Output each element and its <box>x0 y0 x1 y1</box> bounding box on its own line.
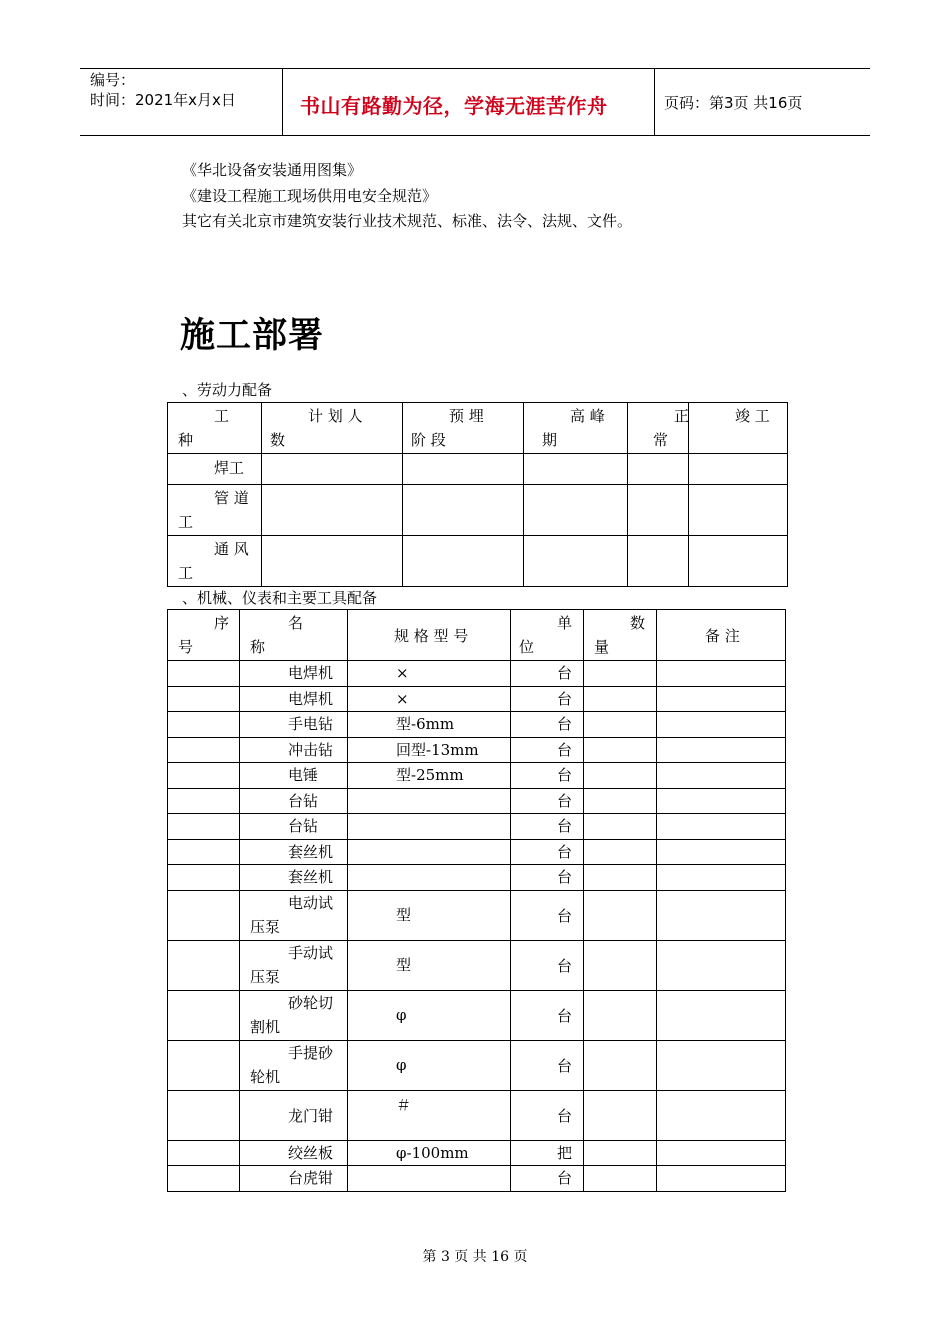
quantity-cell <box>584 814 657 840</box>
header-cell <box>584 610 657 661</box>
spec-cell <box>348 890 511 940</box>
equipment-name: 套丝机 <box>288 868 334 886</box>
header-cell <box>262 403 403 454</box>
equipment-spec: ＃ <box>396 1095 412 1114</box>
name-cell <box>240 890 348 940</box>
name-cell <box>240 1090 348 1140</box>
equipment-spec: φ-100mm <box>396 1143 469 1162</box>
table-row <box>168 990 786 1040</box>
table-row <box>168 940 786 990</box>
reference-line: 《华北设备安装通用图集》 <box>182 161 363 179</box>
index-cell <box>168 788 240 814</box>
unit-cell <box>511 686 584 712</box>
page-footer: 第 3 页 共 16 页 <box>422 1249 528 1265</box>
labor-type-cell <box>168 454 262 485</box>
index-cell <box>168 814 240 840</box>
header-cell <box>348 610 511 661</box>
equipment-name: 手电钻 <box>288 715 334 733</box>
table-row <box>168 865 786 891</box>
header-text: 数 <box>270 431 286 449</box>
equipment-unit: 台 <box>557 817 573 835</box>
spec-cell <box>348 1090 511 1140</box>
unit-cell <box>511 990 584 1040</box>
header-cell <box>524 403 628 454</box>
name-cell <box>240 990 348 1040</box>
table-row <box>168 890 786 940</box>
index-cell <box>168 890 240 940</box>
header-text: 称 <box>250 638 266 656</box>
index-cell <box>168 990 240 1040</box>
quantity-cell <box>584 865 657 891</box>
unit-cell <box>511 1090 584 1140</box>
index-cell <box>168 737 240 763</box>
equipment-unit: 台 <box>557 715 573 733</box>
header-text: 名 <box>288 614 304 632</box>
header-text: 位 <box>519 638 535 656</box>
spec-cell <box>348 661 511 687</box>
remark-cell <box>657 940 786 990</box>
name-cell <box>240 737 348 763</box>
remark-cell <box>657 814 786 840</box>
equipment-name: 冲击钻 <box>288 740 334 759</box>
equipment-spec: 型 <box>396 905 412 924</box>
header-cell <box>403 403 524 454</box>
equipment-name: 电动试 <box>288 893 334 912</box>
empty-cell <box>262 485 403 536</box>
index-cell <box>168 940 240 990</box>
equipment-spec: φ <box>396 1005 407 1024</box>
empty-cell <box>689 536 788 587</box>
header-text: 阶 段 <box>411 431 446 449</box>
header-text: 种 <box>178 431 194 449</box>
equipment-spec: × <box>396 664 409 682</box>
unit-cell <box>511 737 584 763</box>
equipment-unit: 台 <box>557 1106 573 1125</box>
quantity-cell <box>584 890 657 940</box>
table-row <box>168 686 786 712</box>
remark-cell <box>657 1166 786 1192</box>
quantity-cell <box>584 737 657 763</box>
labor-type-text: 通 风 <box>214 540 249 558</box>
table-row <box>168 485 788 536</box>
name-cell <box>240 763 348 789</box>
header-cell <box>628 403 689 454</box>
spec-cell <box>348 788 511 814</box>
remark-cell <box>657 686 786 712</box>
spec-cell <box>348 814 511 840</box>
empty-cell <box>689 454 788 485</box>
equipment-unit: 台 <box>557 868 573 886</box>
spec-cell <box>348 1166 511 1192</box>
equipment-name: 龙门钳 <box>288 1106 334 1125</box>
equipment-unit: 台 <box>557 956 573 975</box>
equipment-unit: 台 <box>557 1169 573 1187</box>
equipment-name: 手提砂 <box>288 1043 334 1062</box>
name-cell <box>240 712 348 738</box>
remark-cell <box>657 1040 786 1090</box>
quantity-cell <box>584 990 657 1040</box>
equipment-name: 手动试 <box>288 943 334 962</box>
empty-cell <box>403 485 524 536</box>
spec-cell <box>348 1140 511 1166</box>
page-indicator: 页码：第3页 共16页 <box>664 94 803 112</box>
spec-cell <box>348 990 511 1040</box>
empty-cell <box>262 536 403 587</box>
quantity-cell <box>584 712 657 738</box>
unit-cell <box>511 839 584 865</box>
equipment-unit: 台 <box>557 740 573 759</box>
empty-cell <box>524 454 628 485</box>
equipment-name: 轮机 <box>250 1067 281 1086</box>
spec-cell <box>348 865 511 891</box>
table-row <box>168 1140 786 1166</box>
header-text: 竣 工 <box>735 407 770 425</box>
header-text: 预 埋 <box>449 407 484 425</box>
name-cell <box>240 1140 348 1166</box>
labor-type-cell <box>168 536 262 587</box>
equipment-unit: 台 <box>557 766 573 784</box>
reference-line: 《建设工程施工现场供用电安全规范》 <box>182 187 438 205</box>
table-row <box>168 814 786 840</box>
header-text: 数 <box>630 614 646 632</box>
quantity-cell <box>584 1140 657 1166</box>
spec-cell <box>348 1040 511 1090</box>
quantity-cell <box>584 763 657 789</box>
equipment-unit: 台 <box>557 664 573 682</box>
remark-cell <box>657 763 786 789</box>
name-cell <box>240 814 348 840</box>
remark-cell <box>657 661 786 687</box>
name-cell <box>240 686 348 712</box>
unit-cell <box>511 763 584 789</box>
name-cell <box>240 661 348 687</box>
equipment-unit: 台 <box>557 1056 573 1075</box>
quantity-cell <box>584 686 657 712</box>
table-row <box>168 454 788 485</box>
remark-cell <box>657 788 786 814</box>
equipment-name: 压泵 <box>250 967 281 986</box>
equipment-spec: 型-6mm <box>396 715 455 733</box>
equipment-unit: 台 <box>557 906 573 925</box>
table-row <box>168 788 786 814</box>
index-cell <box>168 686 240 712</box>
equipment-name: 套丝机 <box>288 842 334 861</box>
equipment-spec: 型-25mm <box>396 766 464 784</box>
header-text: 单 <box>557 614 573 632</box>
equipment-unit: 台 <box>557 791 573 810</box>
quantity-cell <box>584 839 657 865</box>
doc-time-label: 时间：2021年x月x日 <box>90 91 236 109</box>
doc-number-label: 编号： <box>90 71 136 89</box>
remark-cell <box>657 890 786 940</box>
header-text: 序 <box>214 614 230 632</box>
index-cell <box>168 865 240 891</box>
header-text: 计 划 人 <box>308 407 363 425</box>
table-row <box>168 1040 786 1090</box>
unit-cell <box>511 814 584 840</box>
spec-cell <box>348 686 511 712</box>
labor-type-text: 管 道 <box>214 489 249 507</box>
header-text: 常 <box>653 431 669 449</box>
unit-cell <box>511 788 584 814</box>
remark-cell <box>657 712 786 738</box>
remark-cell <box>657 839 786 865</box>
empty-cell <box>628 485 689 536</box>
labor-type-text: 工 <box>178 564 194 582</box>
equipment-name: 电焊机 <box>288 689 334 708</box>
index-cell <box>168 661 240 687</box>
reference-line: 其它有关北京市建筑安装行业技术规范、标准、法令、法规、文件。 <box>182 212 633 230</box>
index-cell <box>168 1040 240 1090</box>
equipment-name: 台钻 <box>288 817 319 835</box>
equipment-spec: × <box>396 689 409 708</box>
labor-type-cell <box>168 485 262 536</box>
name-cell <box>240 788 348 814</box>
equipment-caption: 、机械、仪表和主要工具配备 <box>182 589 378 607</box>
header-cell <box>689 403 788 454</box>
header-text: 备 注 <box>705 627 740 645</box>
index-cell <box>168 712 240 738</box>
table-row <box>168 661 786 687</box>
empty-cell <box>403 536 524 587</box>
spec-cell <box>348 940 511 990</box>
header-text: 规 格 型 号 <box>394 627 469 645</box>
table-row <box>168 763 786 789</box>
remark-cell <box>657 1090 786 1140</box>
empty-cell <box>262 454 403 485</box>
table-row <box>168 737 786 763</box>
unit-cell <box>511 1040 584 1090</box>
unit-cell <box>511 890 584 940</box>
equipment-spec: φ <box>396 1055 407 1074</box>
index-cell <box>168 1090 240 1140</box>
unit-cell <box>511 865 584 891</box>
remark-cell <box>657 865 786 891</box>
labor-caption: 、劳动力配备 <box>182 381 273 399</box>
quantity-cell <box>584 1090 657 1140</box>
unit-cell <box>511 1166 584 1192</box>
table-row <box>168 1090 786 1140</box>
index-cell <box>168 1166 240 1192</box>
remark-cell <box>657 737 786 763</box>
header-motto: 书山有路勤为径，学海无涯苦作舟 <box>300 94 608 118</box>
name-cell <box>240 865 348 891</box>
equipment-table <box>167 609 786 1192</box>
header-text: 正 <box>674 407 690 425</box>
index-cell <box>168 763 240 789</box>
header-divider <box>654 68 655 135</box>
equipment-name: 台钻 <box>288 791 319 810</box>
empty-cell <box>689 485 788 536</box>
empty-cell <box>524 536 628 587</box>
equipment-spec: 型 <box>396 955 412 974</box>
header-cell <box>168 610 240 661</box>
name-cell <box>240 839 348 865</box>
header-text: 量 <box>594 638 610 656</box>
spec-cell <box>348 712 511 738</box>
table-row <box>168 839 786 865</box>
labor-table <box>167 402 788 587</box>
spec-cell <box>348 839 511 865</box>
equipment-name: 电锤 <box>288 766 319 784</box>
unit-cell <box>511 712 584 738</box>
spec-cell <box>348 763 511 789</box>
remark-cell <box>657 990 786 1040</box>
quantity-cell <box>584 661 657 687</box>
labor-type-text: 焊工 <box>214 459 245 477</box>
labor-type-text: 工 <box>178 513 194 531</box>
equipment-unit: 台 <box>557 842 573 861</box>
index-cell <box>168 839 240 865</box>
table-row <box>168 1166 786 1192</box>
header-text: 期 <box>542 431 558 449</box>
equipment-name: 割机 <box>250 1017 281 1036</box>
header-cell <box>240 610 348 661</box>
empty-cell <box>524 485 628 536</box>
table-header-row <box>168 403 788 454</box>
unit-cell <box>511 1140 584 1166</box>
unit-cell <box>511 661 584 687</box>
remark-cell <box>657 1140 786 1166</box>
quantity-cell <box>584 788 657 814</box>
equipment-name: 绞丝板 <box>288 1143 334 1162</box>
empty-cell <box>628 454 689 485</box>
equipment-name: 台虎钳 <box>288 1169 334 1187</box>
header-text: 工 <box>214 407 230 425</box>
quantity-cell <box>584 1040 657 1090</box>
index-cell <box>168 1140 240 1166</box>
equipment-name: 电焊机 <box>288 664 334 682</box>
section-title: 施工部署 <box>180 315 325 356</box>
empty-cell <box>628 536 689 587</box>
equipment-unit: 把 <box>557 1143 573 1162</box>
equipment-spec: 回型-13mm <box>396 740 479 759</box>
name-cell <box>240 1166 348 1192</box>
header-cell <box>168 403 262 454</box>
equipment-unit: 台 <box>557 689 573 708</box>
unit-cell <box>511 940 584 990</box>
name-cell <box>240 1040 348 1090</box>
header-text: 号 <box>178 638 194 656</box>
table-header-row <box>168 610 786 661</box>
header-divider <box>282 68 283 135</box>
header-text: 高 峰 <box>570 407 605 425</box>
table-row <box>168 536 788 587</box>
spec-cell <box>348 737 511 763</box>
quantity-cell <box>584 940 657 990</box>
equipment-name: 压泵 <box>250 917 281 936</box>
quantity-cell <box>584 1166 657 1192</box>
header-top-rule <box>80 68 870 69</box>
header-cell <box>511 610 584 661</box>
empty-cell <box>403 454 524 485</box>
header-cell <box>657 610 786 661</box>
table-row <box>168 712 786 738</box>
header-bottom-rule <box>80 135 870 136</box>
equipment-unit: 台 <box>557 1006 573 1025</box>
equipment-name: 砂轮切 <box>288 993 334 1012</box>
name-cell <box>240 940 348 990</box>
